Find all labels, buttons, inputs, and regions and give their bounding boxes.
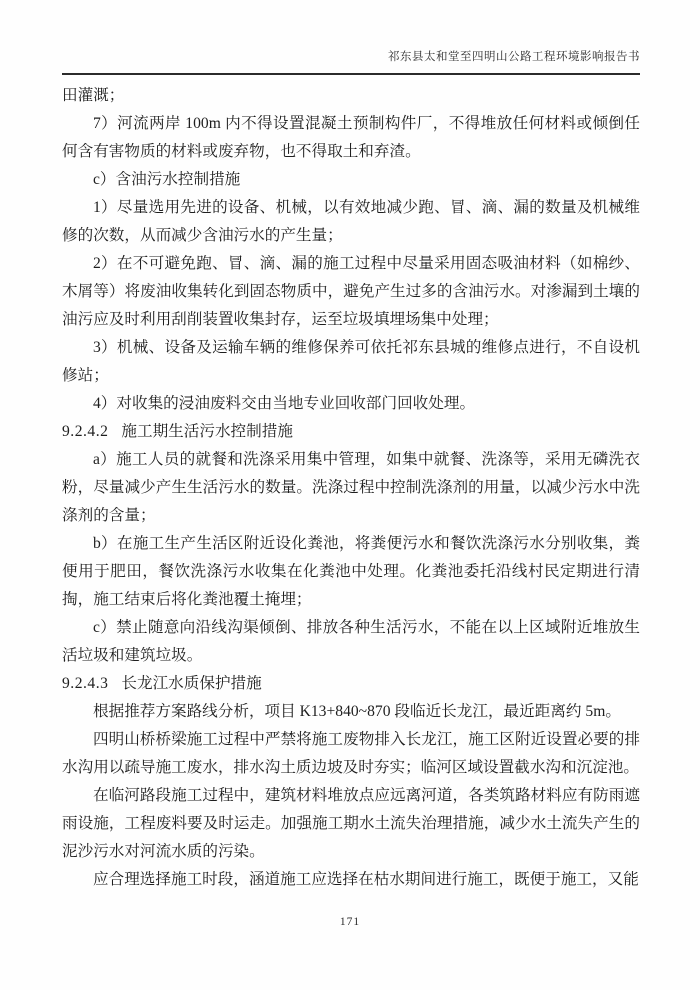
paragraph: a）施工人员的就餐和洗涤采用集中管理，如集中就餐、洗涤等，采用无磷洗衣粉，尽量减少产生生活污水的数量。洗涤过程中控制洗涤剂的用量，以减少污水中洗涤剂的含量；: [62, 451, 640, 524]
paragraph: 2）在不可避免跑、冒、滴、漏的施工过程中尽量采用固态吸油材料（如棉纱、木屑等）将废油收集转化到固态物质中，避免产生过多的含油污水。对渗漏到土壤的油污应及时利用刮削装置收集封存，运至垃圾填埋场集中处理；: [62, 255, 640, 328]
section-title: 施工期生活污水控制措施: [121, 423, 293, 440]
section-heading: [62, 670, 640, 698]
paragraph: 7）河流两岸 100m 内不得设置混凝土预制构件厂，不得堆放任何材料或倾倒任何含有害物质的材料或废弃物，也不得取土和弃渣。: [62, 115, 640, 160]
section-title: 长龙江水质保护措施: [121, 675, 262, 692]
document-body: [62, 82, 640, 894]
section-heading: [62, 418, 640, 446]
paragraph: 根据推荐方案路线分析，项目 K13+840~870 段临近长龙江，最近距离约 5m。: [93, 703, 621, 720]
paragraph: c）禁止随意向沿线沟渠倾倒、排放各种生活污水，不能在以上区域附近堆放生活垃圾和建筑垃圾。: [62, 619, 640, 664]
paragraph: 1）尽量选用先进的设备、机械，以有效地减少跑、冒、滴、漏的数量及机械维修的次数，从而减少含油污水的产生量；: [62, 199, 640, 244]
section-number: 9.2.4.2: [62, 423, 109, 440]
paragraph: 在临河路段施工过程中，建筑材料堆放点应远离河道，各类筑路材料应有防雨遮雨设施，工程废料要及时运走。加强施工期水土流失治理措施，减少水土流失产生的泥沙污水对河流水质的污染。: [62, 787, 640, 860]
page-number: 171: [339, 916, 361, 928]
paragraph: 4）对收集的浸油废料交由当地专业回收部门回收处理。: [93, 395, 476, 412]
paragraph: 田灌溉；: [62, 87, 125, 104]
paragraph: b）在施工生产生活区附近设化粪池，将粪便污水和餐饮洗涤污水分别收集，粪便用于肥田，餐饮洗涤污水收集在化粪池中处理。化粪池委托沿线村民定期进行清掏，施工结束后将化粪池覆土掩埋；: [62, 535, 640, 608]
section-number: 9.2.4.3: [62, 675, 109, 692]
page-header: 祁东县太和堂至四明山公路工程环境影响报告书: [62, 48, 640, 75]
paragraph: 应合理选择施工时段，涵道施工应选择在枯水期间进行施工，既便于施工，又能: [93, 871, 639, 888]
paragraph: c）含油污水控制措施: [93, 171, 241, 188]
paragraph: 四明山桥桥梁施工过程中严禁将施工废物排入长龙江，施工区附近设置必要的排水沟用以疏导施工废水，排水沟土质边坡及时夯实；临河区域设置截水沟和沉淀池。: [62, 731, 640, 776]
paragraph: 3）机械、设备及运输车辆的维修保养可依托祁东县城的维修点进行，不自设机修站；: [62, 339, 640, 384]
